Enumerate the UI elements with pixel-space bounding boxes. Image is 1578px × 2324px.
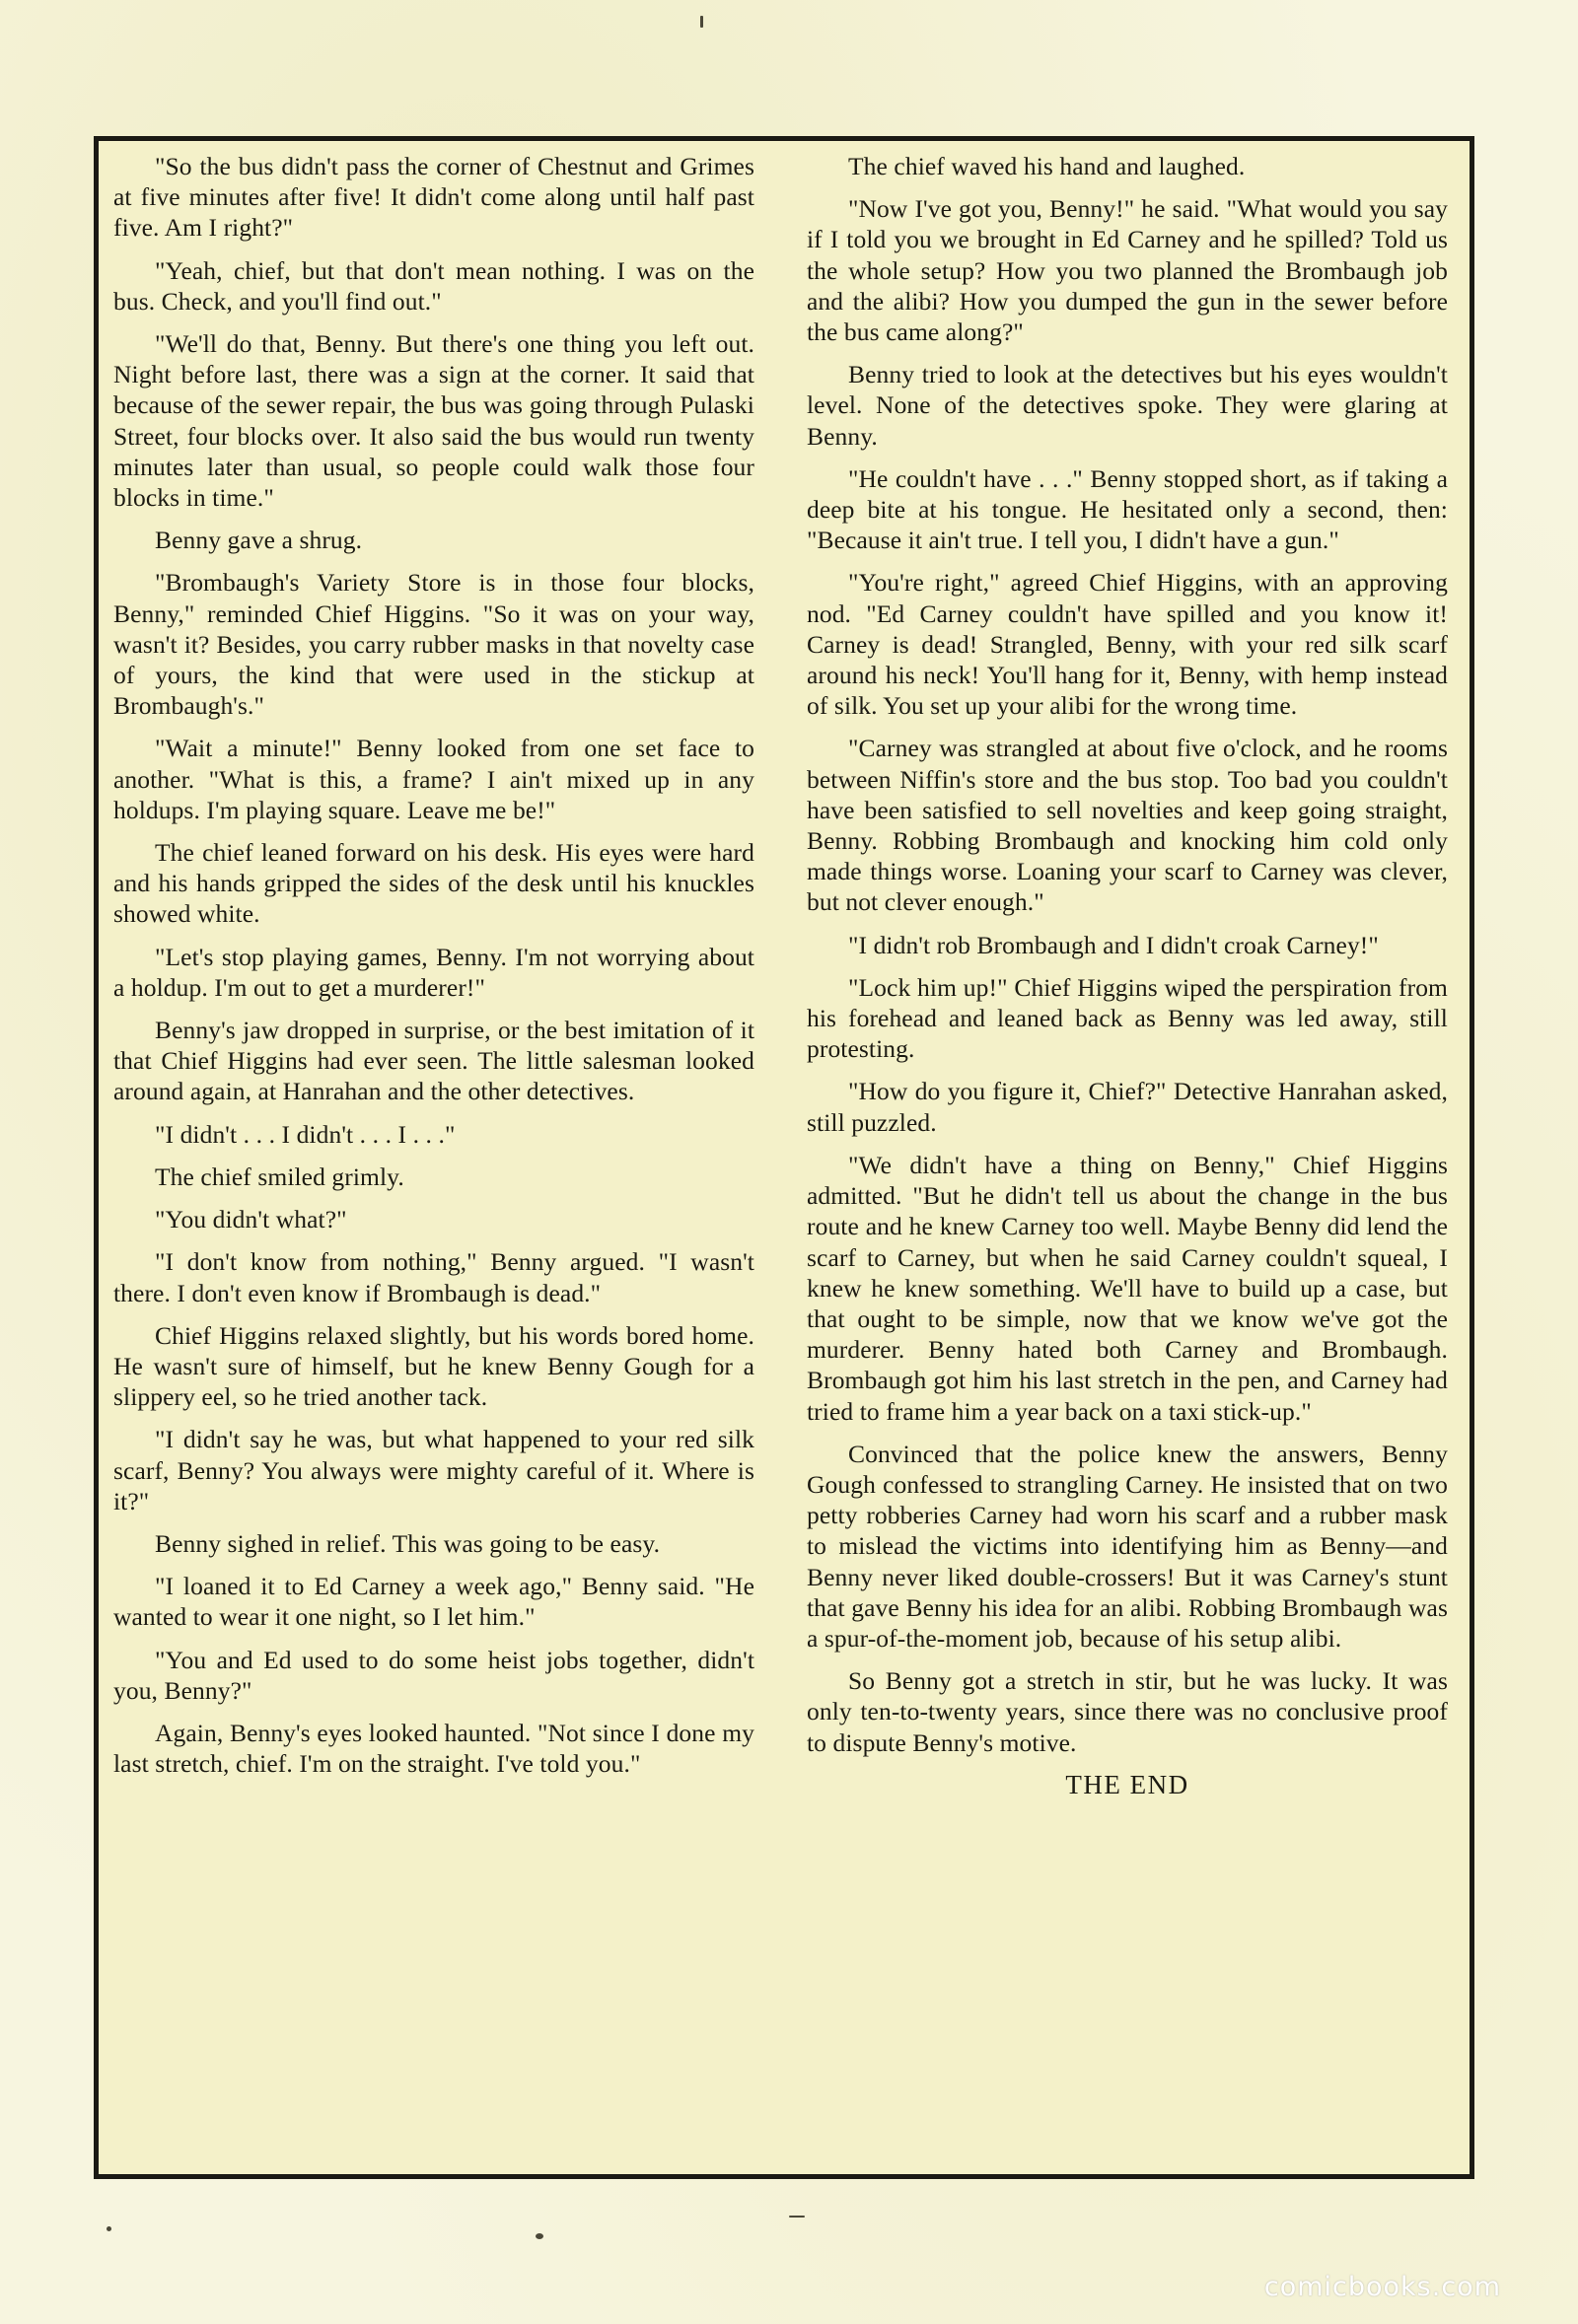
print-speck (107, 2226, 111, 2231)
paragraph: The chief smiled grimly. (155, 1162, 404, 1191)
paragraph: Again, Benny's eyes looked haunted. "Not since I done my last stretch, chief. I'm on the straight. I've told you." (113, 1718, 754, 1779)
paragraph: Benny gave a shrug. (155, 526, 363, 555)
paragraph: "I loaned it to Ed Carney a week ago," Benny said. "He wanted to wear it one night, so I let him." (113, 1572, 754, 1632)
watermark: comicbooks.com (1263, 2272, 1501, 2302)
paragraph: "How do you figure it, Chief?" Detective Hanrahan asked, still puzzled. (807, 1077, 1448, 1137)
print-speck (536, 2233, 543, 2239)
paragraph: "I didn't . . . I didn't . . . I . . ." (155, 1119, 456, 1149)
print-speck (700, 16, 703, 28)
paragraph: "He couldn't have . . ." Benny stopped short, as if taking a deep bite at his tongue. He hesitated only a second, then: "Because it ain't true. I tell you, I didn't have a gun." (807, 463, 1448, 555)
paragraph: Benny's jaw dropped in surprise, or the best imitation of it that Chief Higgins had ever seen. The little salesman looked around again, at Hanrahan and the other detectives. (113, 1016, 754, 1106)
the-end-label: THE END (1065, 1769, 1189, 1799)
paragraph: So Benny got a stretch in stir, but he was lucky. It was only ten-to-twenty years, since there was no conclusive proof to dispute Benny's motive. (807, 1666, 1448, 1757)
paragraph: Convinced that the police knew the answers, Benny Gough confessed to strangling Carney. He insisted that on two petty robberies Carney had worn his scarf and a rubber mask to mislead the victims into identifying him as Benny—and Benny never liked double-crossers! But it was Carney's stunt that gave Benny his idea for an alibi. Robbing Brombaugh was a spur-of-the-moment job, because of his setup alibi. (807, 1439, 1448, 1653)
print-speck (789, 2216, 805, 2218)
paragraph: "We'll do that, Benny. But there's one thing you left out. Night before last, there was a sign at the corner. It said that because of the sewer repair, the bus was going through Pulaski Street, four blocks over. It also said the bus would run twenty minutes later than usual, so people could walk those four blocks in time." (113, 329, 754, 513)
paragraph: "You didn't what?" (155, 1205, 347, 1234)
paragraph: Benny tried to look at the detectives but his eyes wouldn't level. None of the detectives spoke. They were glaring at Benny. (807, 360, 1448, 451)
paragraph: Chief Higgins relaxed slightly, but his words bored home. He wasn't sure of himself, but he knew Benny Gough for a slippery eel, so he tried another tack. (113, 1320, 754, 1412)
paragraph: "Let's stop playing games, Benny. I'm not worrying about a holdup. I'm out to get a murderer!" (113, 942, 754, 1002)
paragraph: "We didn't have a thing on Benny," Chief Higgins admitted. "But he didn't tell us about the change in the bus route and he knew Carney too well. Maybe Benny did lend the scarf to Carney, but when he said Carney couldn't squeal, I knew he knew something. We'll have to build up a case, but that ought to be simple, now that we know we've got the murderer. Benny hated both Carney and Brombaugh. Brombaugh got him his last stretch in the pen, and Carney had tried to frame him a year back on a taxi stick-up." (807, 1150, 1448, 1426)
paragraph: "You and Ed used to do some heist jobs together, didn't you, Benny?" (113, 1645, 754, 1705)
paragraph: "Wait a minute!" Benny looked from one set face to another. "What is this, a frame? I ain't mixed up in any holdups. I'm playing square. Leave me be!" (113, 734, 754, 824)
paragraph: The chief leaned forward on his desk. His eyes were hard and his hands gripped the sides of the desk until his knuckles showed white. (113, 838, 754, 929)
paragraph: "Carney was strangled at about five o'clock, and he rooms between Niffin's store and the bus stop. Too bad you couldn't have been satisfied to sell novelties and keep going straight, Benny. Robbing Brombaugh and knocking him cold only made things worse. Loaning your scarf to Carney was clever, but not clever enough." (807, 734, 1448, 917)
story-text-panel (94, 136, 1474, 2179)
paragraph: "You're right," agreed Chief Higgins, with an approving nod. "Ed Carney couldn't have spilled and you know it! Carney is dead! Strangled, Benny, with your red silk scarf around his neck! You'll hang for it, Benny, with hemp instead of silk. You set up your alibi for the wrong time. (807, 568, 1448, 721)
paragraph: The chief waved his hand and laughed. (848, 152, 1246, 180)
paragraph: "I don't know from nothing," Benny argued. "I wasn't there. I don't even know if Brombaugh is dead." (113, 1247, 754, 1307)
paragraph: "Now I've got you, Benny!" he said. "What would you say if I told you we brought in Ed Carney and he spilled? Told us the whole setup? How you two planned the Brombaugh job and the alibi? How you dumped the gun in the sewer before the bus came along?" (807, 194, 1448, 347)
paragraph: "Brombaugh's Variety Store is in those four blocks, Benny," reminded Chief Higgins. "So it was on your way, wasn't it? Besides, you carry rubber masks in that novelty case of yours, the kind that were used in the stickup at Brombaugh's." (113, 568, 754, 721)
paragraph: "Yeah, chief, but that don't mean nothing. I was on the bus. Check, and you'll find out." (113, 255, 754, 316)
paragraph: "Lock him up!" Chief Higgins wiped the perspiration from his forehead and leaned back as Benny was led away, still protesting. (807, 972, 1448, 1064)
left-text-column (113, 151, 754, 1791)
paragraph: "I didn't say he was, but what happened to your red silk scarf, Benny? You always were mighty careful of it. Where is it?" (113, 1425, 754, 1515)
right-text-column (807, 151, 1448, 1812)
paragraph: "So the bus didn't pass the corner of Chestnut and Grimes at five minutes after five! It didn't come along until half past five. Am I right?" (113, 152, 754, 243)
paragraph: "I didn't rob Brombaugh and I didn't croak Carney!" (848, 930, 1379, 959)
paragraph: Benny sighed in relief. This was going to be easy. (155, 1528, 661, 1558)
